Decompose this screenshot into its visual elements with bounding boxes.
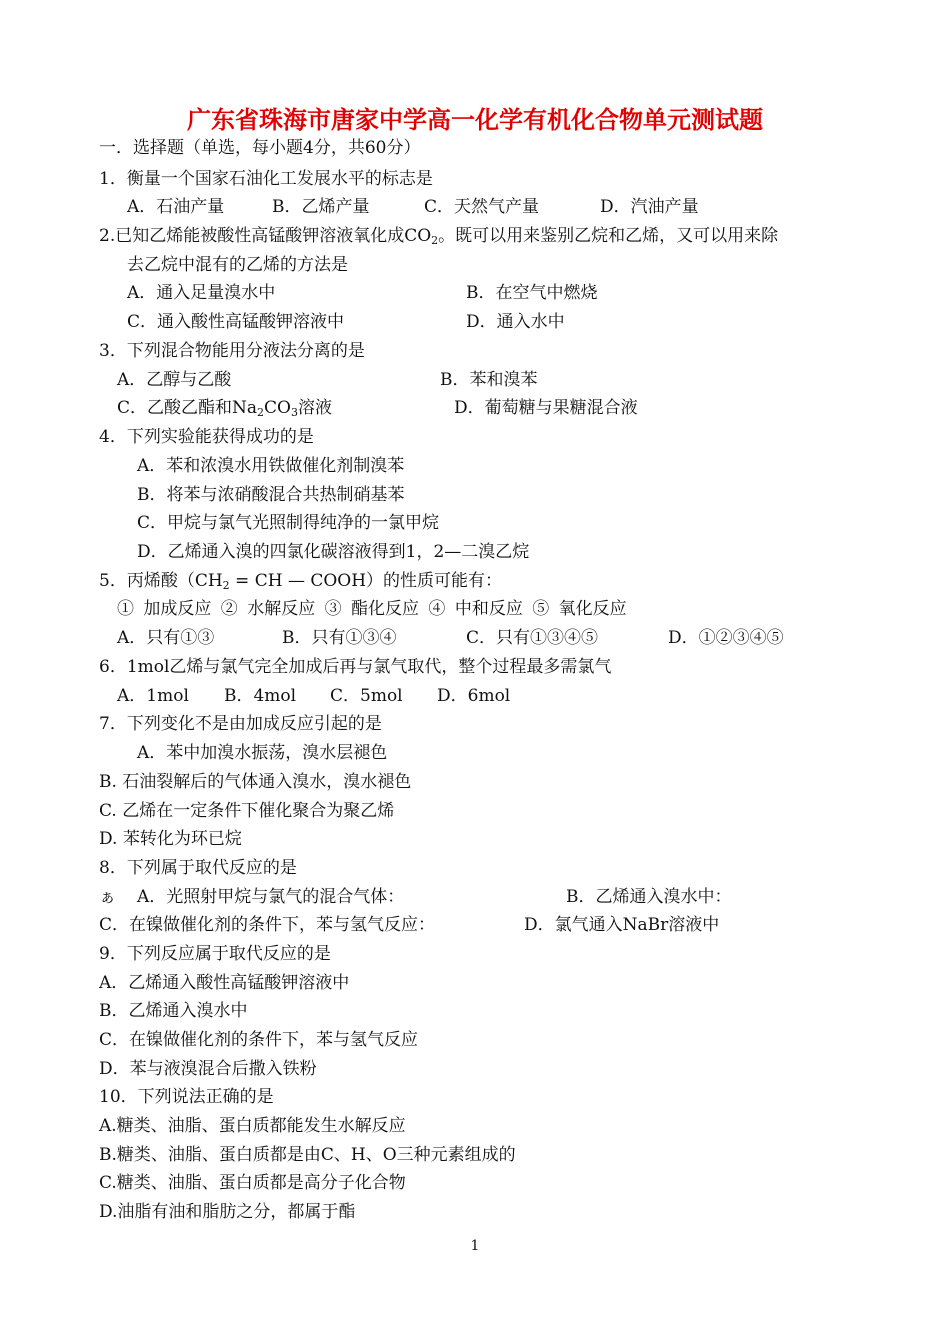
q7-option-b: B. 石油裂解后的气体通入溴水，溴水褪色	[99, 772, 412, 792]
q3-option-d: D．葡萄糖与果糖混合液	[454, 398, 638, 418]
q6-option-a: A．1mol	[117, 686, 189, 706]
q2-stem-continued: 去乙烷中混有的乙烯的方法是	[127, 255, 348, 275]
page-title: 广东省珠海市唐家中学高一化学有机化合物单元测试题	[187, 106, 763, 134]
q10-stem: 10．下列说法正确的是	[99, 1087, 274, 1107]
q6-option-c: C．5mol	[330, 686, 403, 706]
q5-properties: ① 加成反应 ② 水解反应 ③ 酯化反应 ④ 中和反应 ⑤ 氧化反应	[117, 599, 627, 619]
q5-stem: 5．丙烯酸（$CH_2$ = CH — COOH）的性质可能有：	[99, 571, 503, 592]
q2-option-d: D．通入水中	[466, 312, 565, 332]
q7-option-a: A．苯中加溴水振荡，溴水层褪色	[137, 743, 388, 763]
q8-option-c: C．在镍做催化剂的条件下，苯与氢气反应：	[99, 915, 436, 935]
q4-option-c: C．甲烷与氯气光照制得纯净的一氯甲烷	[137, 513, 440, 533]
q3-option-a: A．乙醇与乙酸	[117, 370, 232, 390]
q5-option-d: D．①②③④⑤	[668, 628, 784, 648]
q8-option-b: B．乙烯通入溴水中：	[566, 887, 732, 907]
q2-option-c: C．通入酸性高锰酸钾溶液中	[127, 312, 345, 332]
q3-option-b: B．苯和溴苯	[440, 370, 538, 390]
q5-option-b: B．只有①③④	[282, 628, 397, 648]
q8-stem: 8．下列属于取代反应的是	[99, 858, 297, 878]
q8-mark: ぁ	[99, 887, 116, 907]
q1-option-d: D．汽油产量	[600, 197, 699, 217]
q6-stem: 6．1mol乙烯与氯气完全加成后再与氯气取代，整个过程最多需氯气	[99, 657, 612, 677]
q7-option-d: D. 苯转化为环已烷	[99, 829, 242, 849]
q4-option-a: A．苯和浓溴水用铁做催化剂制溴苯	[137, 456, 405, 476]
q4-option-b: B．将苯与浓硝酸混合共热制硝基苯	[137, 485, 405, 505]
q6-option-d: D．6mol	[437, 686, 511, 706]
q7-option-c: C. 乙烯在一定条件下催化聚合为聚乙烯	[99, 801, 395, 821]
q6-option-b: B．4mol	[224, 686, 297, 706]
q2-option-b: B．在空气中燃烧	[466, 283, 598, 303]
q1-option-b: B．乙烯产量	[272, 197, 370, 217]
q4-option-d: D．乙烯通入溴的四氯化碳溶液得到1，2—二溴乙烷	[137, 542, 530, 562]
q10-option-c: C.糖类、油脂、蛋白质都是高分子化合物	[99, 1173, 406, 1193]
q10-option-d: D.油脂有油和脂肪之分，都属于酯	[99, 1202, 356, 1222]
page-number: 1	[470, 1238, 480, 1254]
q3-stem: 3．下列混合物能用分液法分离的是	[99, 341, 365, 361]
q9-option-a: A．乙烯通入酸性高锰酸钾溶液中	[99, 973, 350, 993]
q9-stem: 9．下列反应属于取代反应的是	[99, 944, 331, 964]
q9-option-b: B．乙烯通入溴水中	[99, 1001, 248, 1021]
q3-option-c: C．乙酸乙酯和$Na_2CO_3$溶液	[117, 398, 332, 419]
q1-option-a: A．石油产量	[127, 197, 225, 217]
q7-stem: 7．下列变化不是由加成反应引起的是	[99, 714, 382, 734]
section-heading: 一．选择题（单选，每小题4分，共60分）	[99, 138, 421, 158]
q10-option-b: B.糖类、油脂、蛋白质都是由C、H、O三种元素组成的	[99, 1145, 516, 1165]
q9-option-d: D．苯与液溴混合后撒入铁粉	[99, 1059, 317, 1079]
q5-option-a: A．只有①③	[117, 628, 215, 648]
q1-stem: 1．衡量一个国家石油化工发展水平的标志是	[99, 169, 433, 189]
q9-option-c: C．在镍做催化剂的条件下，苯与氢气反应	[99, 1030, 419, 1050]
q2-stem: 2.已知乙烯能被酸性高锰酸钾溶液氧化成$CO_2$。既可以用来鉴别乙烷和乙烯，又可以用来除	[99, 226, 779, 247]
q4-stem: 4．下列实验能获得成功的是	[99, 427, 314, 447]
q1-option-c: C．天然气产量	[424, 197, 540, 217]
q8-option-d: D．氯气通入NaBr溶液中	[524, 915, 720, 935]
q10-option-a: A.糖类、油脂、蛋白质都能发生水解反应	[99, 1116, 406, 1136]
q5-option-c: C．只有①③④⑤	[466, 628, 599, 648]
q2-option-a: A．通入足量溴水中	[127, 283, 276, 303]
q8-option-a: A．光照射甲烷与氯气的混合气体：	[137, 887, 405, 907]
